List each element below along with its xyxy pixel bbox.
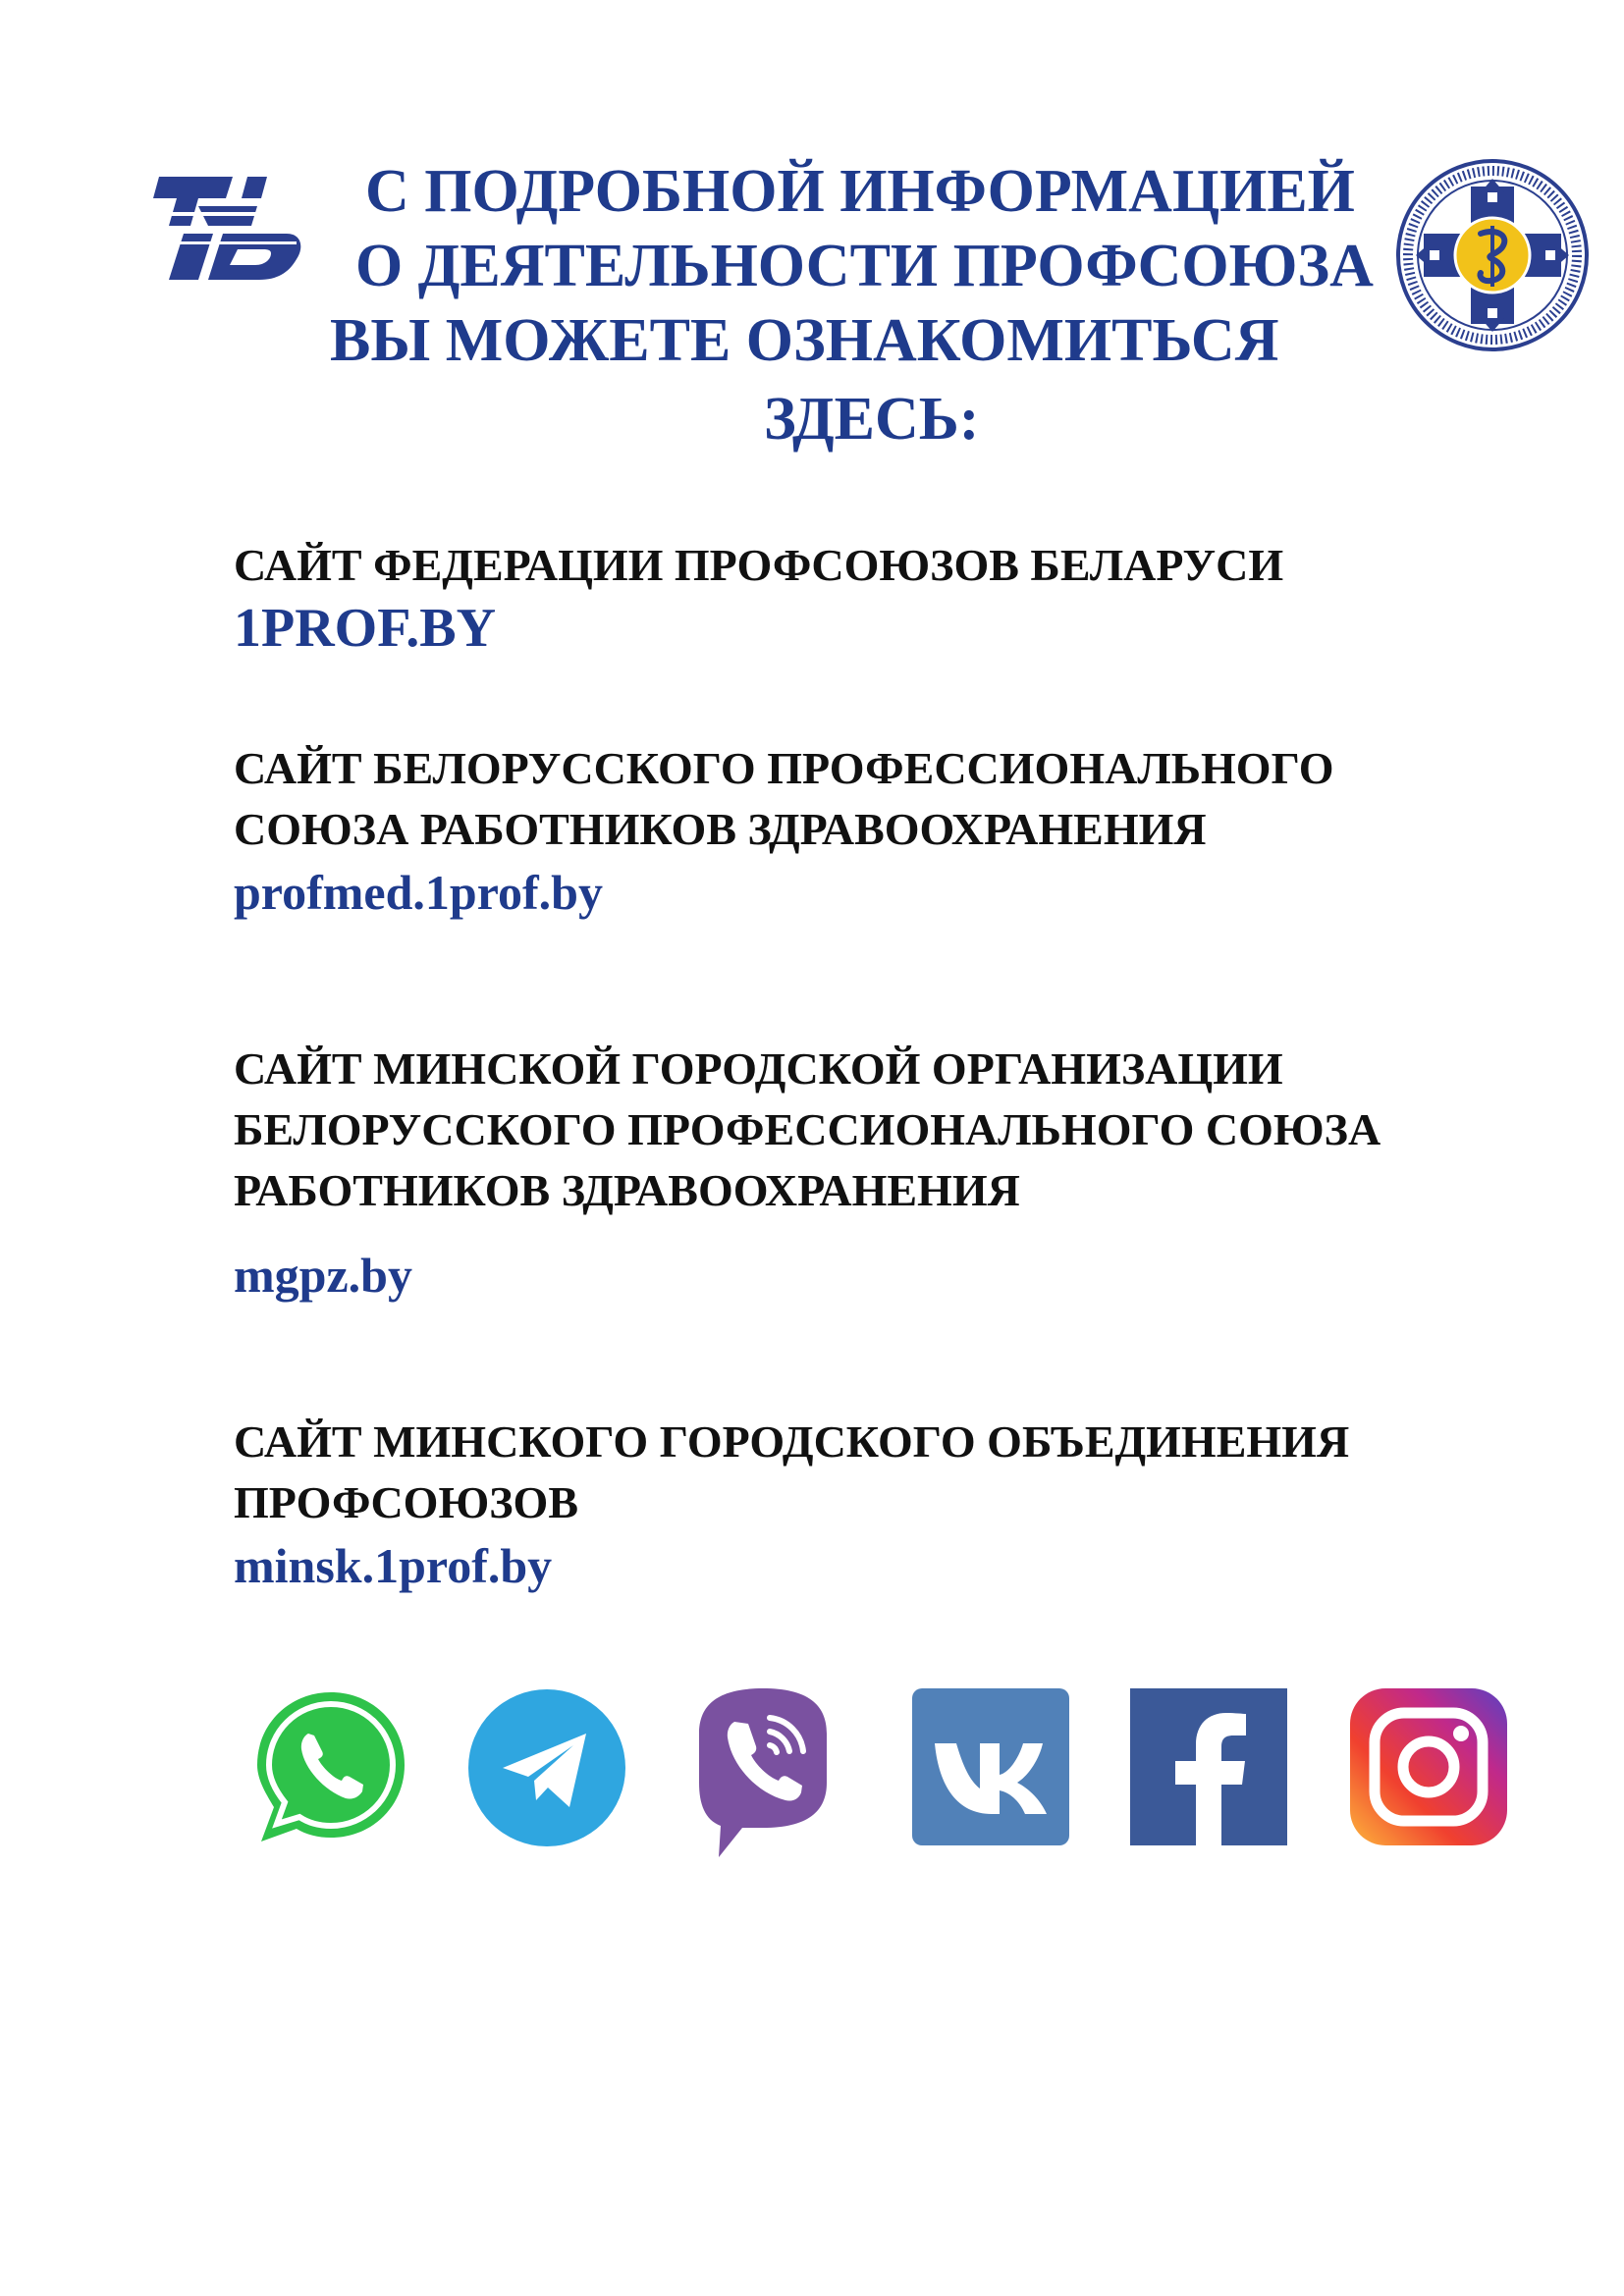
section-title-line: СОЮЗА РАБОТНИКОВ ЗДРАВООХРАНЕНИЯ [234, 804, 1207, 854]
medical-union-logo [1394, 157, 1591, 353]
section-profmed [234, 738, 1549, 925]
section-minsk [234, 1412, 1549, 1598]
section-title-line: САЙТ МИНСКОГО ГОРОДСКОГО ОБЪЕДИНЕНИЯ [234, 1416, 1350, 1467]
fpb-site-link[interactable]: 1PROF.BY [234, 598, 497, 659]
heading-line-4: ЗДЕСЬ: [764, 386, 980, 453]
minsk-site-link[interactable]: minsk.1prof.by [234, 1538, 553, 1593]
instagram-icon[interactable] [1345, 1675, 1512, 1871]
section-fpb [234, 535, 1549, 661]
section-title-line: САЙТ МИНСКОЙ ГОРОДСКОЙ ОРГАНИЗАЦИИ [234, 1043, 1283, 1094]
vk-icon[interactable] [907, 1675, 1074, 1871]
section-title-line: РАБОТНИКОВ ЗДРАВООХРАНЕНИЯ [234, 1165, 1020, 1215]
heading-line-3: ВЫ МОЖЕТЕ ОЗНАКОМИТЬСЯ [330, 307, 1279, 374]
profmed-site-link[interactable]: profmed.1prof.by [234, 865, 603, 920]
social-icons-row [247, 1675, 1524, 1871]
section-title-line: САЙТ БЕЛОРУССКОГО ПРОФЕССИОНАЛЬНОГО [234, 743, 1334, 793]
fpb-logo [139, 157, 306, 285]
section-title-line: БЕЛОРУССКОГО ПРОФЕССИОНАЛЬНОГО СОЮЗА [234, 1104, 1381, 1154]
section-title: САЙТ ФЕДЕРАЦИИ ПРОФСОЮЗОВ БЕЛАРУСИ [234, 540, 1284, 590]
mgpz-site-link[interactable]: mgpz.by [234, 1248, 412, 1303]
heading-line-1: С ПОДРОБНОЙ ИНФОРМАЦИЕЙ [365, 158, 1355, 225]
telegram-icon[interactable] [463, 1675, 630, 1871]
facebook-icon[interactable] [1125, 1675, 1292, 1871]
section-title-line: ПРОФСОЮЗОВ [234, 1477, 578, 1527]
heading-line-2: О ДЕЯТЕЛЬНОСТИ ПРОФСОЮЗА [355, 233, 1374, 299]
viber-icon[interactable] [679, 1675, 846, 1871]
section-mgpz [234, 1039, 1549, 1308]
whatsapp-icon[interactable] [247, 1675, 414, 1871]
